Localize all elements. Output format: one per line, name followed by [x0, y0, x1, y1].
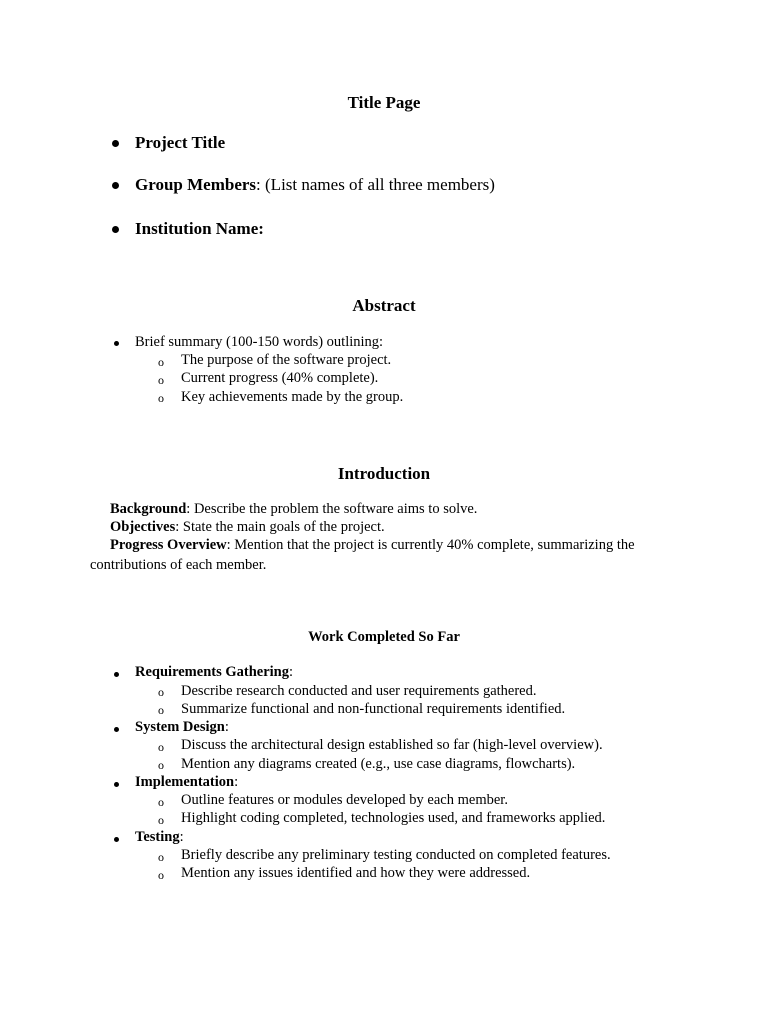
sub-bullet-marker: o [158, 758, 164, 772]
work-completed-heading: Work Completed So Far [308, 629, 460, 645]
sub-bullet-marker: o [158, 685, 164, 699]
section-label: System Design [135, 719, 225, 735]
section-suffix: : [179, 829, 184, 845]
sub-bullet-marker: o [158, 850, 164, 864]
section-label: Testing [135, 829, 180, 845]
progress-text: : Mention that the project is currently 40% complete, summarizing the [226, 537, 635, 553]
sub-bullet-marker: o [158, 813, 164, 827]
section-system-design [135, 719, 229, 736]
bullet-dot [112, 226, 119, 233]
bullet-dot [114, 837, 119, 842]
group-members-item [135, 175, 495, 195]
sub-bullet-marker: o [158, 868, 164, 882]
work-sub-item: Highlight coding completed, technologies used, and frameworks applied. [181, 810, 606, 826]
sub-bullet-marker: o [158, 703, 164, 717]
background-label: Background [110, 501, 187, 517]
bullet-dot [112, 140, 119, 147]
work-sub-item: Discuss the architectural design established so far (high-level overview). [181, 737, 603, 753]
institution-name-item [135, 219, 264, 239]
bullet-dot [114, 727, 119, 732]
abstract-sub-item: Key achievements made by the group. [181, 389, 404, 405]
abstract-bullet: Brief summary (100-150 words) outlining: [135, 334, 384, 350]
sub-bullet-marker: o [158, 391, 164, 405]
bullet-dot [112, 182, 119, 189]
section-label: Requirements Gathering [135, 664, 289, 680]
background-line [110, 501, 477, 518]
bullet-dot [114, 341, 119, 346]
section-testing [135, 829, 184, 846]
section-suffix: : [224, 719, 229, 735]
progress-line [110, 537, 635, 554]
section-suffix: : [289, 664, 294, 680]
work-sub-item: Outline features or modules developed by each member. [181, 792, 508, 808]
progress-label: Progress Overview [110, 537, 227, 553]
background-text: : Describe the problem the software aims to solve. [186, 501, 478, 517]
abstract-sub-item: Current progress (40% complete). [181, 370, 379, 386]
abstract-heading: Abstract [352, 296, 416, 315]
sub-bullet-marker: o [158, 355, 164, 369]
section-requirements [135, 664, 293, 681]
sub-bullet-marker: o [158, 373, 164, 387]
work-sub-item: Briefly describe any preliminary testing conducted on completed features. [181, 847, 611, 863]
objectives-text: : State the main goals of the project. [175, 519, 385, 535]
section-implementation [135, 774, 238, 791]
group-members-rest: : (List names of all three members) [256, 175, 495, 194]
work-sub-item: Mention any issues identified and how they were addressed. [181, 865, 531, 881]
work-sub-item: Mention any diagrams created (e.g., use case diagrams, flowcharts). [181, 756, 576, 772]
work-sub-item: Summarize functional and non-functional requirements identified. [181, 701, 566, 717]
bullet-dot [114, 672, 119, 677]
sub-bullet-marker: o [158, 795, 164, 809]
section-label: Implementation [135, 774, 235, 790]
sub-bullet-marker: o [158, 740, 164, 754]
project-title-item [135, 133, 225, 153]
project-title-label: Project Title [135, 133, 226, 152]
abstract-sub-item: The purpose of the software project. [181, 352, 392, 368]
objectives-label: Objectives [110, 519, 176, 535]
progress-line-continued: contributions of each member. [90, 557, 267, 573]
objectives-line [110, 519, 385, 536]
section-suffix: : [234, 774, 239, 790]
group-members-label: Group Members [135, 175, 257, 194]
title-page-heading: Title Page [347, 93, 421, 112]
bullet-dot [114, 782, 119, 787]
introduction-heading: Introduction [337, 464, 431, 483]
work-sub-item: Describe research conducted and user requirements gathered. [181, 683, 537, 699]
institution-name-label: Institution Name: [135, 219, 264, 238]
